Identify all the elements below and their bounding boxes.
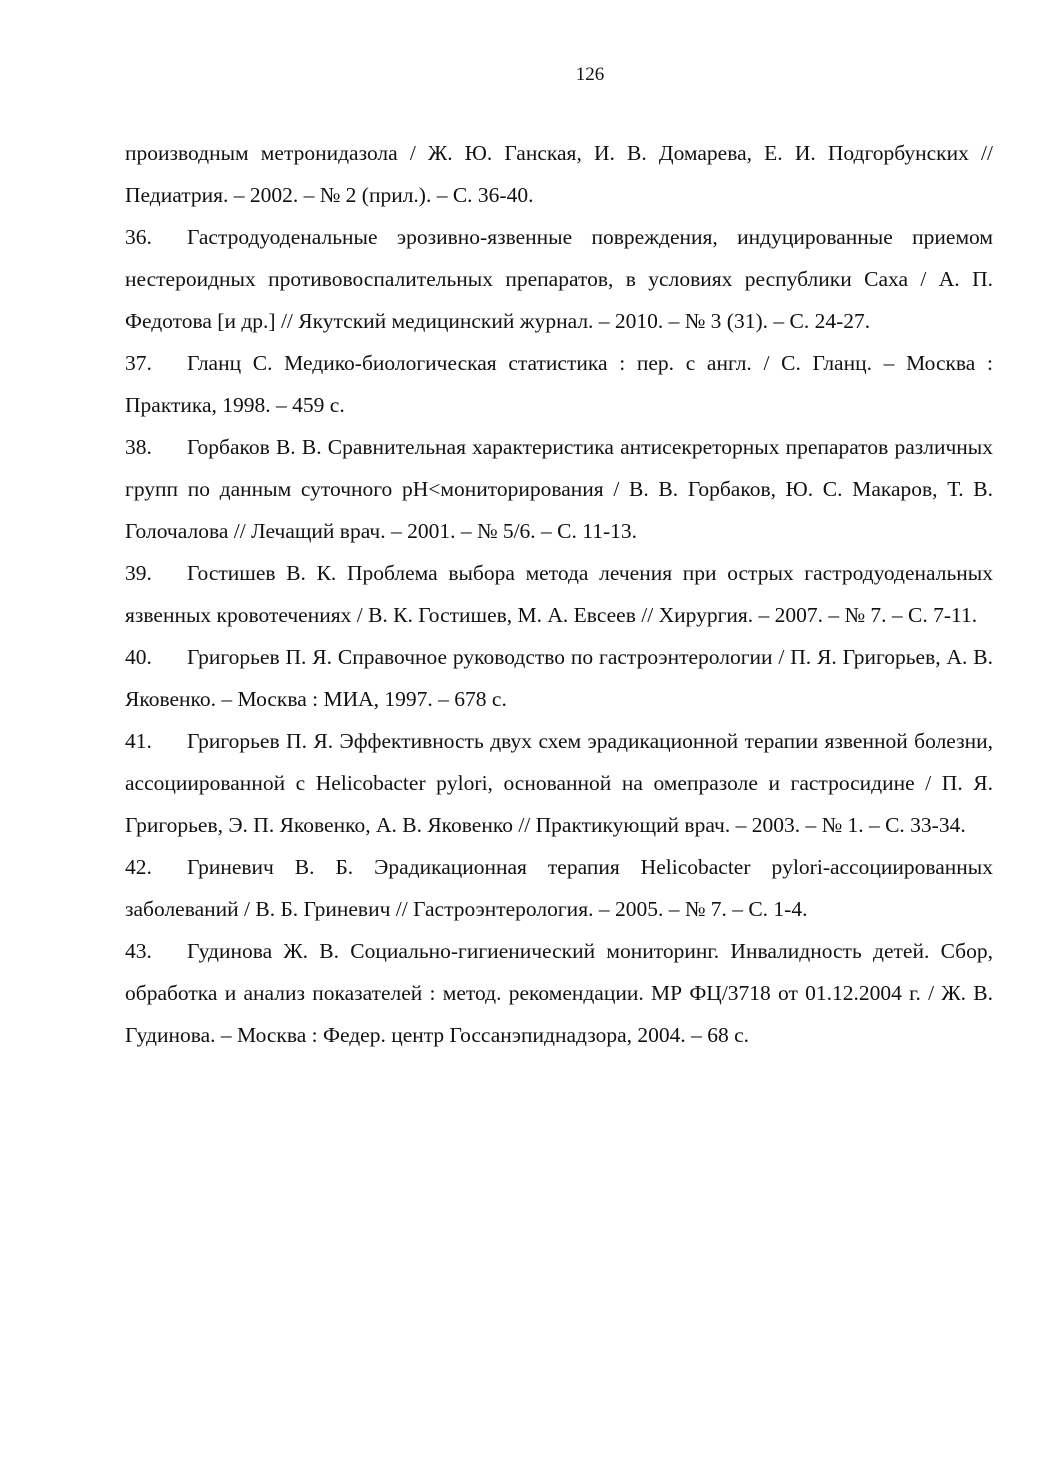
reference-item (125, 636, 993, 720)
page-number: 126 (575, 64, 605, 85)
reference-item (125, 720, 993, 846)
reference-number: 36. (125, 225, 152, 249)
reference-number: 39. (125, 561, 152, 585)
reference-text: Григорьев П. Я. Эффективность двух схем эрадикационной терапии язвенной болезни, ассоциированной с Helicobacter pylori, основанной на омепразоле и гастросидине / П. Я. Григорьев, Э. П. Яковенко, А. В. Яковенко // Практикующий врач. – 2003. – № 1. – С. 33-34. (125, 729, 993, 837)
reference-item (125, 426, 993, 552)
reference-list (125, 132, 993, 1056)
reference-item (125, 342, 993, 426)
reference-text: Гудинова Ж. В. Социально-гигиенический мониторинг. Инвалидность детей. Сбор, обработка и анализ показателей : метод. рекомендации. МР ФЦ/3718 от 01.12.2004 г. / Ж. В. Гудинова. – Москва : Федер. центр Госсанэпиднадзора, 2004. – 68 с. (125, 939, 993, 1047)
reference-item (125, 216, 993, 342)
reference-number: 43. (125, 939, 152, 963)
reference-item (125, 846, 993, 930)
reference-item (125, 930, 993, 1056)
reference-text: Гриневич В. Б. Эрадикационная терапия Helicobacter pylori-ассоциированных заболеваний / В. Б. Гриневич // Гастроэнтерология. – 2005. – № 7. – С. 1-4. (125, 855, 993, 921)
reference-text: производным метронидазола / Ж. Ю. Ганская, И. В. Домарева, Е. И. Подгорбунских // Педиатрия. – 2002. – № 2 (прил.). – С. 36-40. (125, 141, 993, 207)
reference-text: Гастродуоденальные эрозивно-язвенные повреждения, индуцированные приемом нестероидных противовоспалительных препаратов, в условиях республики Саха / А. П. Федотова [и др.] // Якутский медицинский журнал. – 2010. – № 3 (31). – С. 24-27. (125, 225, 993, 333)
reference-number: 40. (125, 645, 152, 669)
reference-number: 37. (125, 351, 152, 375)
reference-text: Григорьев П. Я. Справочное руководство по гастроэнтерологии / П. Я. Григорьев, А. В. Яковенко. – Москва : МИА, 1997. – 678 с. (125, 645, 993, 711)
reference-text: Гланц С. Медико-биологическая статистика : пер. с англ. / С. Гланц. – Москва : Практика, 1998. – 459 с. (125, 351, 993, 417)
reference-item (125, 552, 993, 636)
reference-number: 41. (125, 729, 152, 753)
reference-text: Гостишев В. К. Проблема выбора метода лечения при острых гастродуоденальных язвенных кровотечениях / В. К. Гостишев, М. А. Евсеев // Хирургия. – 2007. – № 7. – С. 7-11. (125, 561, 993, 627)
reference-number: 38. (125, 435, 152, 459)
reference-text: Горбаков В. В. Сравнительная характеристика антисекреторных препаратов различных групп по данным суточного pH<мониторирования / В. В. Горбаков, Ю. С. Макаров, Т. В. Голочалова // Лечащий врач. – 2001. – № 5/6. – С. 11-13. (125, 435, 993, 543)
reference-number: 42. (125, 855, 152, 879)
reference-item (125, 132, 993, 216)
